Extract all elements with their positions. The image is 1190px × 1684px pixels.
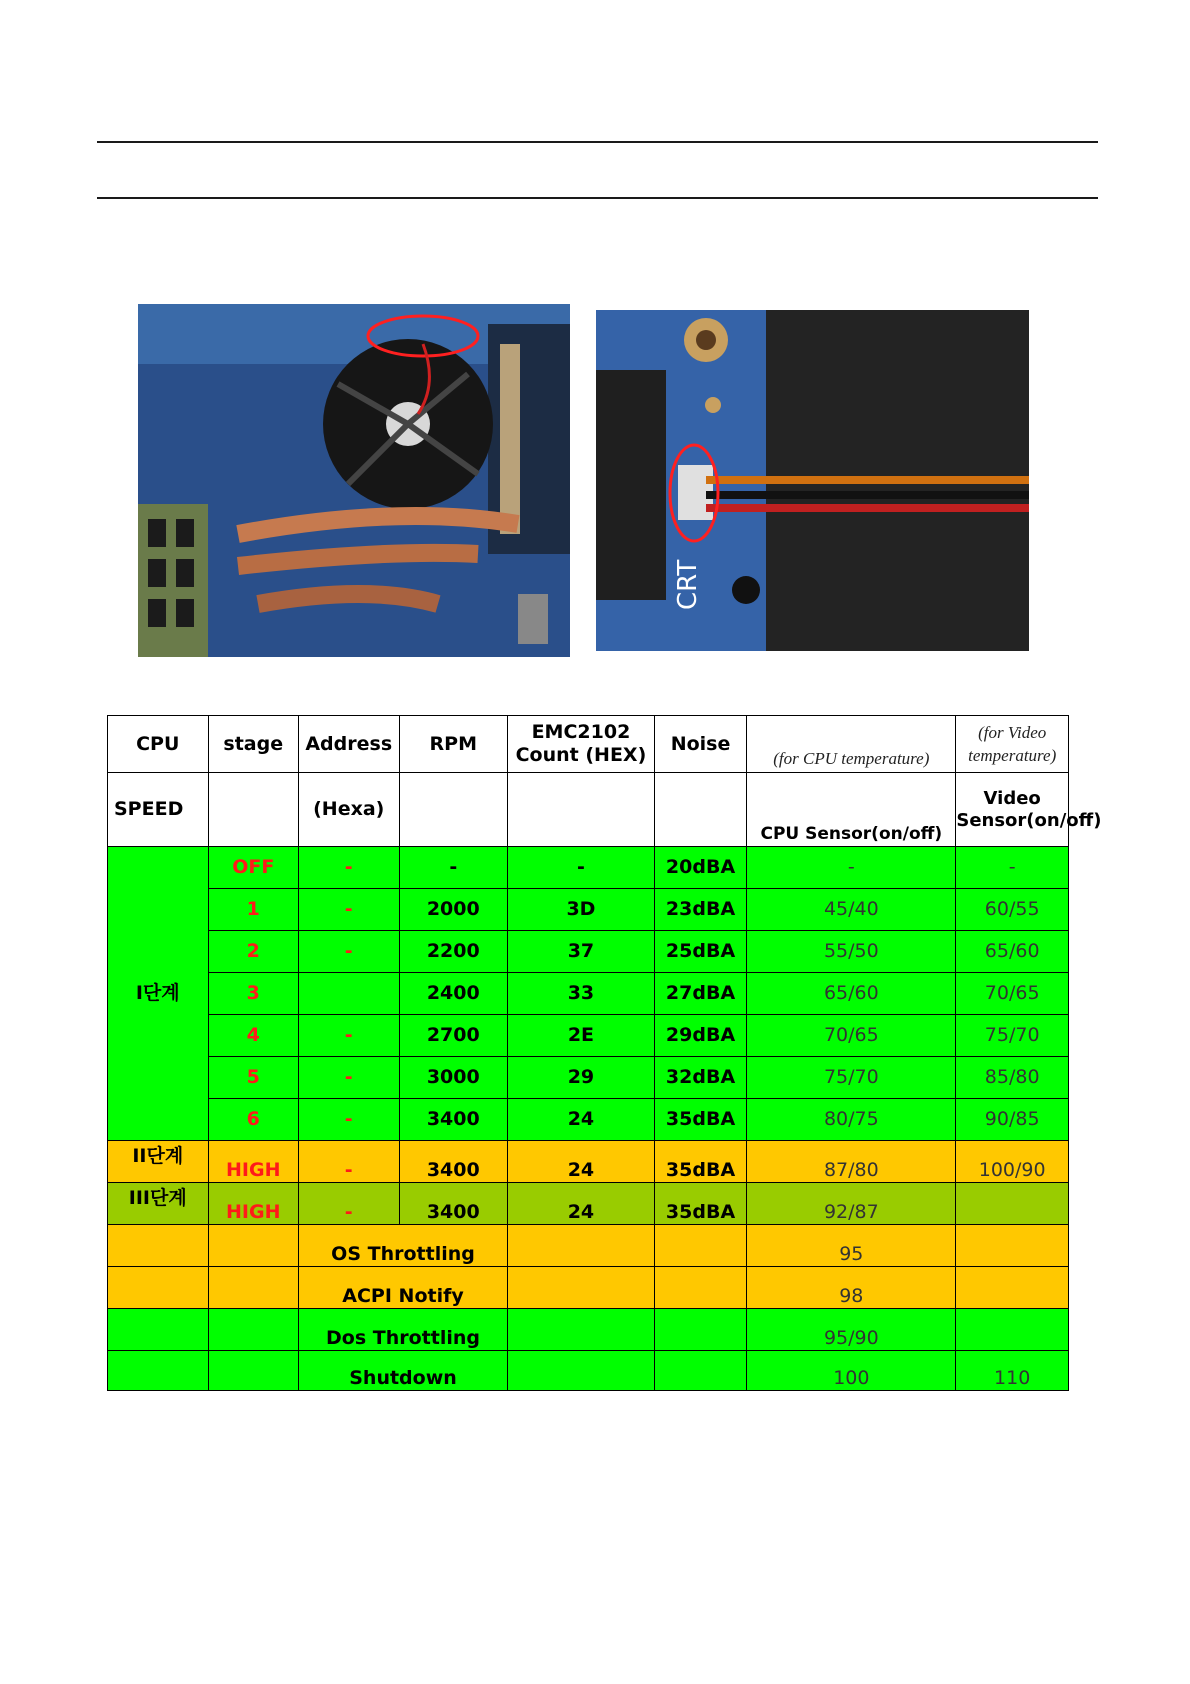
empty-cell xyxy=(108,1309,209,1351)
table-row xyxy=(108,1141,1069,1183)
stage-cell: HIGH xyxy=(208,1141,298,1183)
count-cell: 24 xyxy=(508,1183,655,1225)
header-rpm: RPM xyxy=(399,716,508,773)
empty-cell xyxy=(508,1309,655,1351)
table-row xyxy=(108,1351,1069,1391)
cpu-sensor-cell: 80/75 xyxy=(747,1099,956,1141)
cpu-sensor-cell: 98 xyxy=(747,1267,956,1309)
address-cell: - xyxy=(298,1183,399,1225)
noise-cell: 35dBA xyxy=(654,1183,746,1225)
rpm-cell: 2700 xyxy=(399,1015,508,1057)
header-noise: Noise xyxy=(654,716,746,773)
table-row xyxy=(108,1267,1069,1309)
cpu-sensor-cell: 87/80 xyxy=(747,1141,956,1183)
noise-cell: 20dBA xyxy=(654,847,746,889)
video-sensor-cell xyxy=(956,1309,1069,1351)
fan-connector-photo xyxy=(596,310,1029,651)
count-cell: 2E xyxy=(508,1015,655,1057)
header-cpu-sensor: CPU Sensor(on/off) xyxy=(747,773,956,847)
stage-cell: 4 xyxy=(208,1015,298,1057)
rpm-cell: 3400 xyxy=(399,1099,508,1141)
header-video-sensor: Video Sensor(on/off) xyxy=(956,773,1069,847)
video-sensor-cell: 100/90 xyxy=(956,1141,1069,1183)
rpm-cell: 2000 xyxy=(399,889,508,931)
video-sensor-cell: 75/70 xyxy=(956,1015,1069,1057)
video-sensor-cell: 110 xyxy=(956,1351,1069,1391)
cpu-sensor-cell: 95/90 xyxy=(747,1309,956,1351)
stage-cell: HIGH xyxy=(208,1183,298,1225)
rpm-cell: 2200 xyxy=(399,931,508,973)
rpm-cell: 3400 xyxy=(399,1141,508,1183)
cpu-sensor-cell: 100 xyxy=(747,1351,956,1391)
bottom-rule xyxy=(97,197,1098,199)
video-sensor-cell xyxy=(956,1267,1069,1309)
table-row xyxy=(108,1183,1069,1225)
empty-cell xyxy=(208,1309,298,1351)
cpu-sensor-cell: - xyxy=(747,847,956,889)
empty-cell xyxy=(208,1225,298,1267)
group-label-stage-2: II단계 xyxy=(108,1141,209,1183)
rpm-cell: 2400 xyxy=(399,973,508,1015)
header-stage: stage xyxy=(208,716,298,773)
header-video-temp-note: (for Video temperature) xyxy=(956,716,1069,773)
stage-cell: OFF xyxy=(208,847,298,889)
video-sensor-cell: 70/65 xyxy=(956,973,1069,1015)
empty-cell xyxy=(108,1225,209,1267)
stage-cell: 6 xyxy=(208,1099,298,1141)
address-cell: - xyxy=(298,931,399,973)
stage-cell: 5 xyxy=(208,1057,298,1099)
header-address: Address xyxy=(298,716,399,773)
event-label: Shutdown xyxy=(298,1351,507,1391)
rpm-cell: 3400 xyxy=(399,1183,508,1225)
noise-cell: 25dBA xyxy=(654,931,746,973)
table-row xyxy=(108,1099,1069,1141)
cpu-sensor-cell: 70/65 xyxy=(747,1015,956,1057)
header-cpu: CPU xyxy=(108,716,209,773)
address-cell: - xyxy=(298,889,399,931)
address-cell: - xyxy=(298,1057,399,1099)
address-cell xyxy=(298,973,399,1015)
empty-cell xyxy=(108,1351,209,1391)
noise-cell: 35dBA xyxy=(654,1141,746,1183)
cpu-sensor-cell: 92/87 xyxy=(747,1183,956,1225)
video-sensor-cell: 65/60 xyxy=(956,931,1069,973)
cpu-sensor-cell: 75/70 xyxy=(747,1057,956,1099)
count-cell: 37 xyxy=(508,931,655,973)
count-cell: 24 xyxy=(508,1141,655,1183)
event-label: ACPI Notify xyxy=(298,1267,507,1309)
count-cell: - xyxy=(508,847,655,889)
empty-cell xyxy=(108,1267,209,1309)
fan-control-table xyxy=(107,715,1102,1391)
noise-cell: 35dBA xyxy=(654,1099,746,1141)
header-stage-blank xyxy=(208,773,298,847)
video-sensor-cell: 90/85 xyxy=(956,1099,1069,1141)
header-rpm-blank xyxy=(399,773,508,847)
top-rule xyxy=(97,141,1098,143)
empty-cell xyxy=(508,1267,655,1309)
event-label: Dos Throttling xyxy=(298,1309,507,1351)
empty-cell xyxy=(654,1309,746,1351)
stage-cell: 1 xyxy=(208,889,298,931)
video-sensor-cell: - xyxy=(956,847,1069,889)
table-row xyxy=(108,847,1069,889)
empty-cell xyxy=(208,1267,298,1309)
address-cell: - xyxy=(298,1099,399,1141)
svg-text:CRT: CRT xyxy=(673,559,703,610)
group-label-stage-3: III단계 xyxy=(108,1183,209,1225)
rpm-cell: 3000 xyxy=(399,1057,508,1099)
empty-cell xyxy=(508,1351,655,1391)
empty-cell xyxy=(508,1225,655,1267)
cpu-sensor-cell: 55/50 xyxy=(747,931,956,973)
address-cell: - xyxy=(298,847,399,889)
table-row xyxy=(108,1225,1069,1267)
count-cell: 33 xyxy=(508,973,655,1015)
video-sensor-cell xyxy=(956,1183,1069,1225)
header-emc-blank xyxy=(508,773,655,847)
address-cell: - xyxy=(298,1015,399,1057)
table-row xyxy=(108,1015,1069,1057)
group-label-stage-1: I단계 xyxy=(108,847,209,1141)
video-sensor-cell xyxy=(956,1225,1069,1267)
cpu-sensor-cell: 65/60 xyxy=(747,973,956,1015)
count-cell: 3D xyxy=(508,889,655,931)
cpu-sensor-cell: 45/40 xyxy=(747,889,956,931)
header-emc-count: EMC2102 Count (HEX) xyxy=(508,716,655,773)
rpm-cell: - xyxy=(399,847,508,889)
noise-cell: 27dBA xyxy=(654,973,746,1015)
table-row xyxy=(108,1057,1069,1099)
header-cpu-temp-note: (for CPU temperature) xyxy=(747,716,956,773)
table-row xyxy=(108,931,1069,973)
motherboard-photo xyxy=(138,304,570,657)
event-label: OS Throttling xyxy=(298,1225,507,1267)
video-sensor-cell: 85/80 xyxy=(956,1057,1069,1099)
header-hexa: (Hexa) xyxy=(298,773,399,847)
cpu-sensor-cell: 95 xyxy=(747,1225,956,1267)
header-speed: SPEED xyxy=(108,773,209,847)
header-noise-blank xyxy=(654,773,746,847)
video-sensor-cell: 60/55 xyxy=(956,889,1069,931)
empty-cell xyxy=(654,1225,746,1267)
address-cell: - xyxy=(298,1141,399,1183)
stage-cell: 2 xyxy=(208,931,298,973)
count-cell: 29 xyxy=(508,1057,655,1099)
table-row xyxy=(108,1309,1069,1351)
table-row xyxy=(108,889,1069,931)
empty-cell xyxy=(208,1351,298,1391)
empty-cell xyxy=(654,1351,746,1391)
stage-cell: 3 xyxy=(208,973,298,1015)
noise-cell: 29dBA xyxy=(654,1015,746,1057)
noise-cell: 23dBA xyxy=(654,889,746,931)
empty-cell xyxy=(654,1267,746,1309)
count-cell: 24 xyxy=(508,1099,655,1141)
noise-cell: 32dBA xyxy=(654,1057,746,1099)
table-row xyxy=(108,973,1069,1015)
